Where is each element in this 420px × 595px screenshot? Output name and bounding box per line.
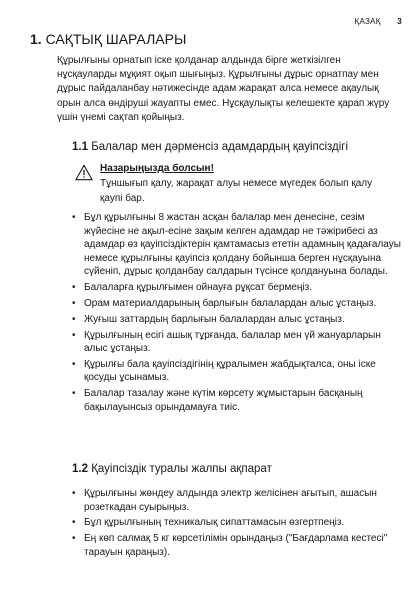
list-item: • Жуғыш заттардың барлығын балалардан алыс ұстаңыз. (72, 313, 402, 327)
section-1-2-number: 1.2 (72, 463, 88, 475)
warning-block (72, 163, 402, 211)
list-item: • Құрылғының есігі ашық тұрғанда, балалар мен үй жануарларын алыс ұстаңыз. (72, 329, 402, 356)
section-1-intro: Құрылғыны орнатып іске қолданар алдында бірге жеткізілген нұсқауларды мұқият оқып шығыңыз. Құрылғыны дұрыс орнатпау мен дұрыс пайдаланбау нәтижесінде адам жарақат алса немесе ақаулық орын алса өндіруші жауапты емес. Нұсқаулықты келешекте қарап жүру үшін үнемі сақтап қойыңыз. (57, 55, 390, 123)
list-item: • Құрылғы бала қауіпсіздігінің құралымен жабдықталса, оны іске қосуды ұсынамыз. (72, 358, 402, 385)
section-1-number: 1. (30, 31, 42, 47)
section-1-1-title: Балалар мен дәрменсіз адамдардың қауіпсіздігі (91, 141, 349, 153)
section-1-1-heading (72, 140, 348, 154)
warning-triangle-icon (75, 164, 93, 181)
section-1-2-title: Қауіпсіздік туралы жалпы ақпарат (91, 463, 272, 475)
list-item: • Балаларға құрылғымен ойнауға рұқсат бермеңіз. (72, 281, 402, 295)
child-safety-list (72, 211, 402, 417)
section-1-1-number: 1.1 (72, 141, 88, 153)
section-1-2-heading (72, 462, 272, 476)
list-item: • Бұл құрылғыны 8 жастан асқан балалар мен денесіне, сезім жүйесіне не ақыл-есіне зақым келген адамдар не тәжірибесі аз адамдар өз қауіпсіздіктерін қамтамасыз ететін адамның қадағалауы немесе құрылғыны қауіпсіз қолдану бойынша берген нұсқауына сүйеніп, дұрыс қолданбау салдарын түсінсе қолдануына болады. (72, 211, 402, 279)
list-item: • Құрылғыны жөндеу алдында электр желісінен ағытып, ашасын розеткадан суырыңыз. (72, 487, 402, 514)
page-header (354, 17, 402, 26)
section-1-heading (30, 30, 186, 48)
list-item: • Ең көп салмақ 5 кг көрсетілімін орындаңыз ("Бағдарлама кестесі" тарауын қараңыз). (72, 532, 402, 559)
warning-text: Тұншығып қалу, жарақат алуы немесе мүгедек болып қалу қаупі бар. (100, 178, 373, 204)
list-item: • Орам материалдарының барлығын балалардан алыс ұстаңыз. (72, 297, 402, 311)
section-1-title: САҚТЫҚ ШАРАЛАРЫ (45, 31, 187, 47)
list-item: • Бұл құрылғының техникалық сипаттамасын өзгертпеңіз. (72, 516, 402, 530)
general-safety-list (72, 487, 402, 562)
list-item: • Балалар тазалау және күтім көрсету жұмыстарын басқаның бақылауынсыз орындамауға тиіс. (72, 387, 402, 414)
language-label: ҚАЗАҚ (354, 17, 381, 26)
warning-title: Назарыңызда болсын! (100, 163, 214, 174)
page-number: 3 (397, 17, 402, 26)
